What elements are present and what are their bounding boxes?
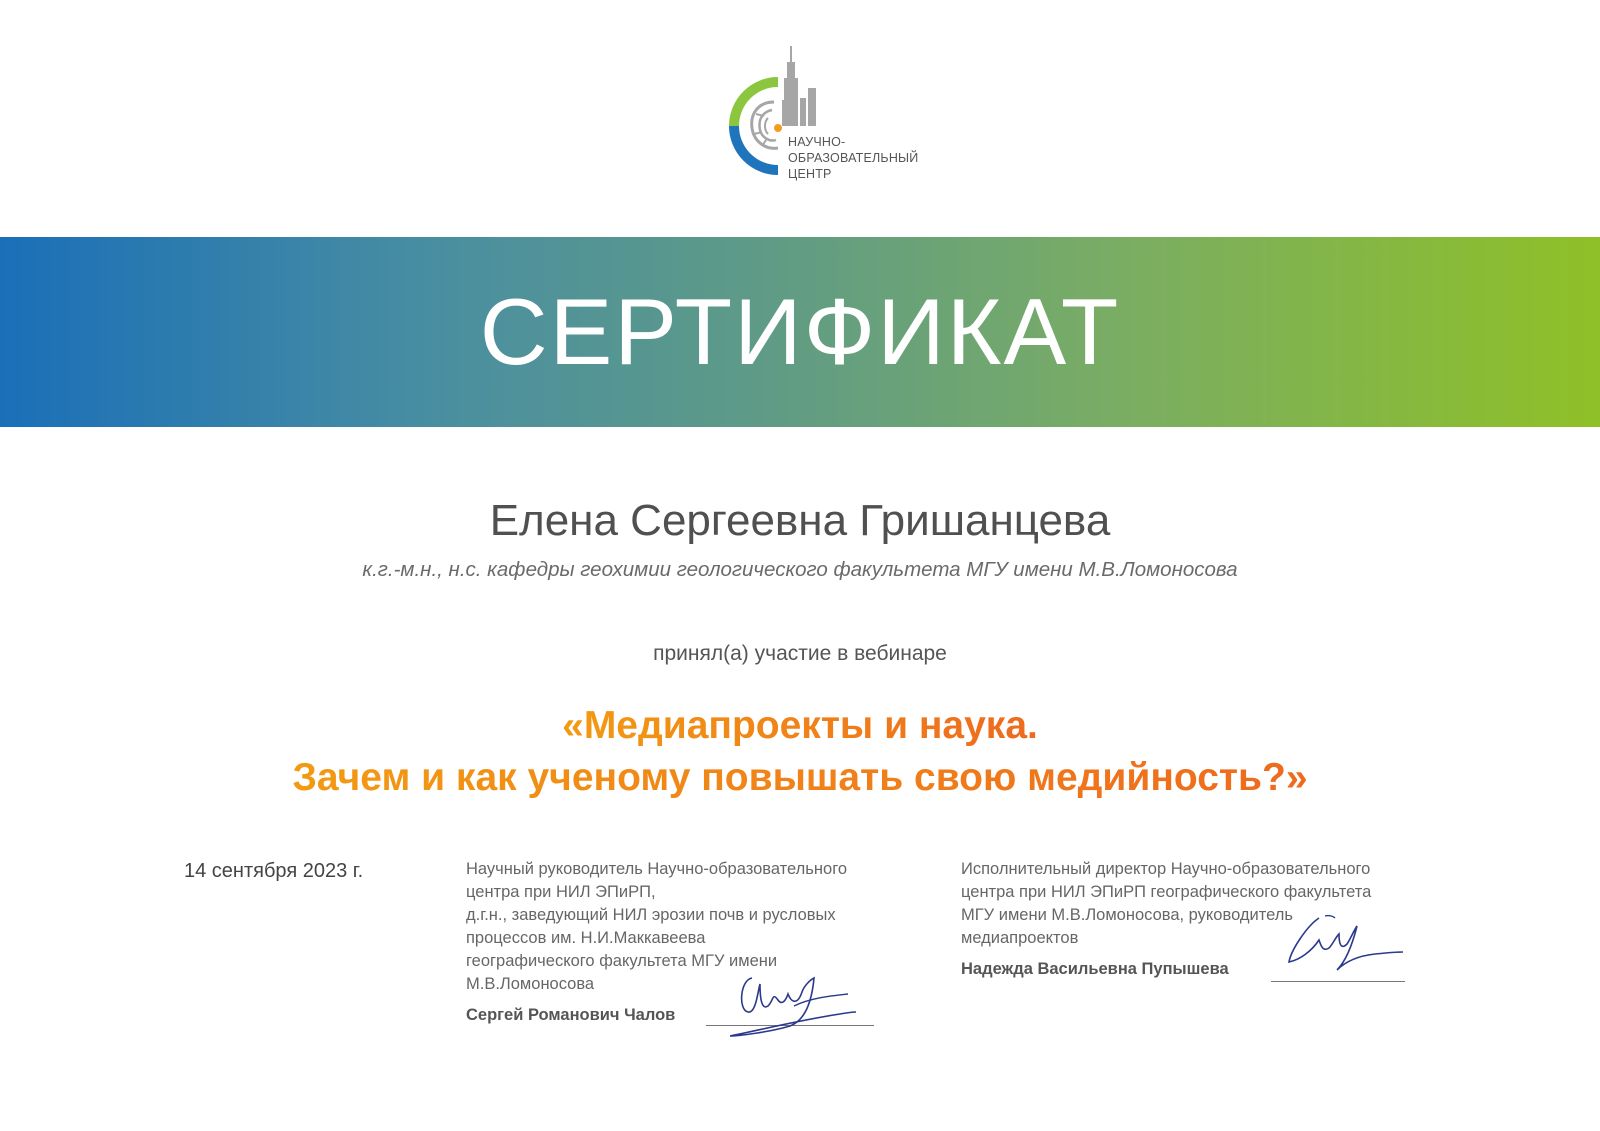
title-banner xyxy=(0,237,1600,427)
logo-text xyxy=(788,134,919,182)
signature-1-icon xyxy=(730,970,870,1050)
signatory-2-name: Надежда Васильевна Пупышева xyxy=(961,960,1229,978)
participation-text: принял(а) участие в вебинаре xyxy=(653,642,947,665)
role-line: Исполнительный директор Научно-образовательного xyxy=(961,860,1371,878)
webinar-title-line-2: Зачем и как ученому повышать свою медийность?» xyxy=(292,756,1308,799)
role-line: д.г.н., заведующий НИЛ эрозии почв и русловых xyxy=(466,906,836,924)
certificate-title: СЕРТИФИКАТ xyxy=(479,279,1121,384)
signature-2-icon xyxy=(1285,912,1405,982)
logo-line: ОБРАЗОВАТЕЛЬНЫЙ xyxy=(788,151,919,165)
role-line: М.В.Ломоносова xyxy=(466,975,595,993)
role-line: центра при НИЛ ЭПиРП географического факультета xyxy=(961,883,1372,901)
role-line: процессов им. Н.И.Маккавеева xyxy=(466,929,706,947)
certificate-date: 14 сентября 2023 г. xyxy=(184,860,364,882)
recipient-name: Елена Сергеевна Гришанцева xyxy=(489,496,1111,545)
signatory-1-name: Сергей Романович Чалов xyxy=(466,1006,676,1024)
role-line: медиапроектов xyxy=(961,929,1079,947)
recipient-position: к.г.-м.н., н.с. кафедры геохимии геологического факультета МГУ имени М.В.Ломоносова xyxy=(362,558,1238,581)
role-line: географического факультета МГУ имени xyxy=(466,952,778,970)
center-logo xyxy=(728,42,938,192)
role-line: МГУ имени М.В.Ломоносова, руководитель xyxy=(961,906,1293,924)
role-line: центра при НИЛ ЭПиРП, xyxy=(466,883,656,901)
logo-line: ЦЕНТР xyxy=(788,167,832,181)
logo-line: НАУЧНО- xyxy=(788,135,846,149)
webinar-title-line-1: «Медиапроекты и наука. xyxy=(562,704,1038,747)
webinar-title xyxy=(0,700,1600,804)
role-line: Научный руководитель Научно-образовательного xyxy=(466,860,848,878)
